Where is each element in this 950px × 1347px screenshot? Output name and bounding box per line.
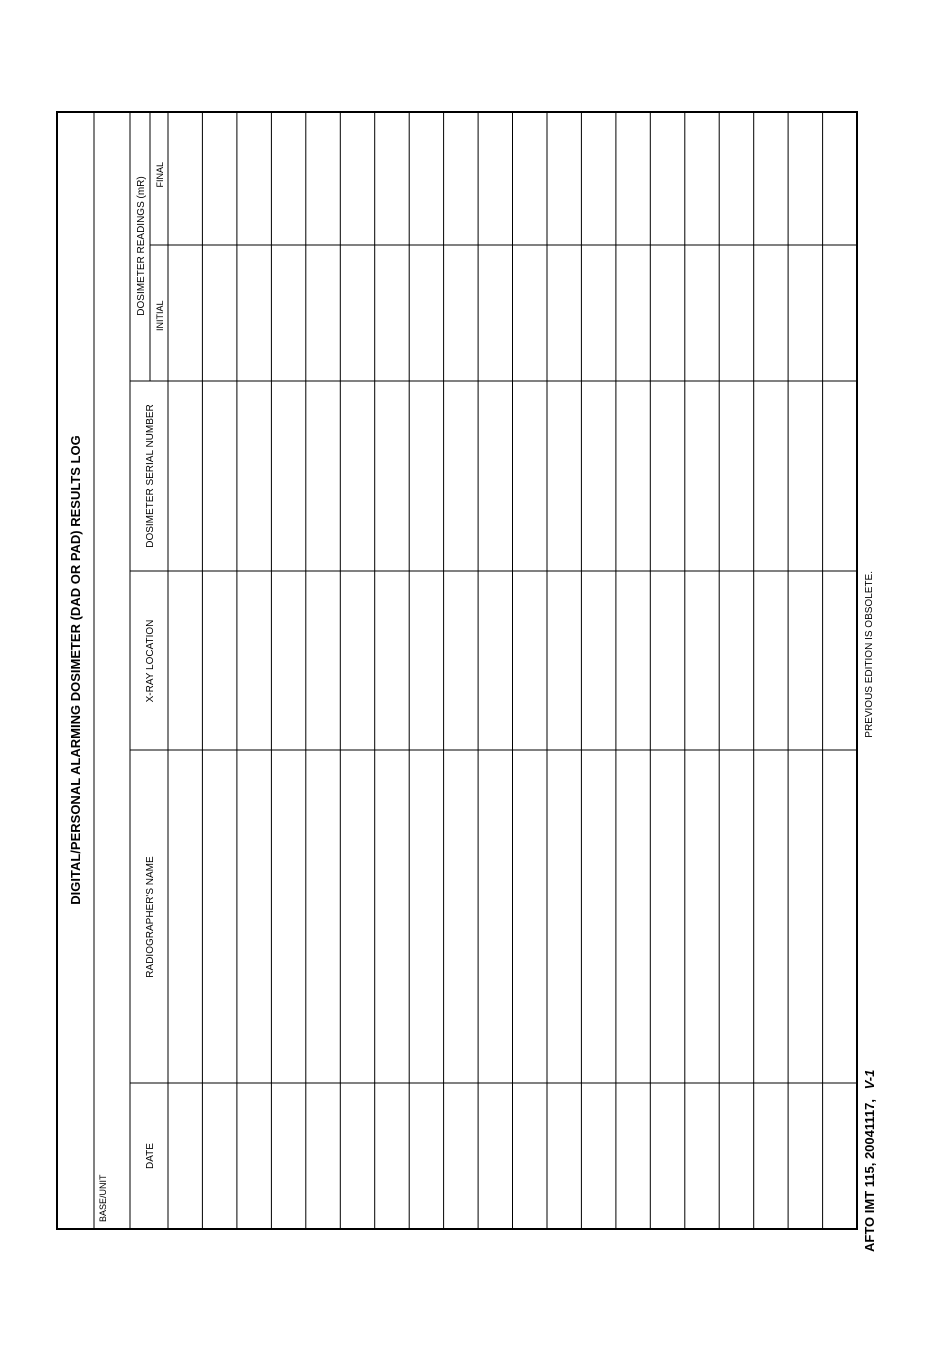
- column-header-final: FINAL: [155, 162, 165, 188]
- form-version: V-1: [862, 1069, 877, 1090]
- column-header-readings-group: DOSIMETER READINGS (mR): [136, 176, 147, 316]
- column-header-date: DATE: [145, 1143, 156, 1169]
- form-title: DIGITAL/PERSONAL ALARMING DOSIMETER (DAD OR PAD) RESULTS LOG: [68, 435, 83, 905]
- edition-note: PREVIOUS EDITION IS OBSOLETE.: [864, 571, 875, 738]
- form-number-text: AFTO IMT 115, 20041117,: [862, 1099, 877, 1252]
- column-header-initial: INITIAL: [155, 300, 165, 331]
- base-unit-label[interactable]: BASE/UNIT: [98, 1174, 108, 1222]
- column-header-xray-location: X-RAY LOCATION: [145, 619, 156, 703]
- form-border: [57, 112, 857, 1229]
- column-header-radiographer-name: RADIOGRAPHER'S NAME: [145, 856, 156, 978]
- column-header-serial-number: DOSIMETER SERIAL NUMBER: [145, 404, 156, 548]
- form-number: [862, 1070, 877, 1252]
- entry-row-lines: [202, 112, 822, 1229]
